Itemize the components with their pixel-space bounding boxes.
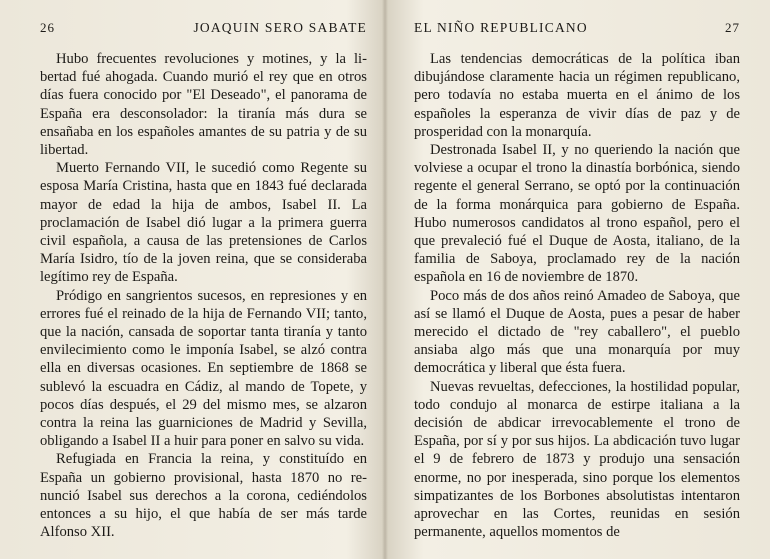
page-number: 26 [40,20,55,35]
running-head: JOAQUIN SERO SABATE [193,20,367,35]
right-page-body [414,50,740,541]
paragraph: Nuevas revueltas, defecciones, la hostilidad popular, todo condujo al monarca de estirpe italiana a la decisión de abdicar irrevocablemente el trono de España, por sí y por sus hijos. La abdicación tuvo lugar el 9 de febrero de 1873 y produjo una sensación enorme, no por inesperada, sino porque los elementos simpatizantes de los Borbones absolutistas intentaron aprovechar en las Cortes, reunidas en sesión permanente, aquellos momentos de [414,378,740,541]
paragraph: Poco más de dos años reinó Amadeo de Saboya, que así se llamó el Duque de Aosta, pues a pesar de haber merecido el dictado de "rey caballero", el pueblo ansiaba algo más que una monarquía por muy democrática y liberal que ésta fuera. [414,287,740,377]
paragraph: Hubo frecuentes revoluciones y motines, y la libertad fué ahogada. Cuando murió el rey que en otros días fuera conocido por "El Deseado", el panorama de España era desconsolador: la tiranía más dura se ensañaba en los españoles amantes de su patria y de su libertad. [40,51,367,159]
paragraph: Destronada Isabel II, y no queriendo la nación que volviese a ocupar el trono la dinastía borbónica, siendo regente el general Serrano, se optó por la continuación de la forma monárquica para gobierno de España. Hubo numerosos candidatos al trono español, pero el que prevaleció fué el Duque de Aosta, italiano, de la familia de Saboya, proclamado rey de la nación española en 16 de noviembre de 1870. [414,142,740,286]
left-page-body [40,50,367,541]
running-head: EL NIÑO REPUBLICANO [414,20,588,35]
paragraph: Pródigo en sangrientos sucesos, en represiones y en errores fué el reinado de la hija de Fernando VII; tanto, que la nación, cansada de soportar tanta tiranía y tanto envilecimiento como le imponía Isabel, se alzó contra ella en diversas ocasiones. En septiembre de 1868 se sublevó la escuadra en Cádiz, al mando de Topete, y pocos días después, el 29 del mismo mes, se alzaron contra la reina las guarniciones de Madrid y Sevilla, obligando a Isabel II a huir para poner en salvo su vida. [40,287,367,450]
page-number: 27 [725,20,740,35]
right-page-header [414,20,740,42]
paragraph: Muerto Fernando VII, le sucedió como Regente su esposa María Cristina, hasta que en 1843 fué declarada mayor de edad la hija de ambos, Isabel II. La proclamación de Isabel dió lugar a la primera guerra civil española, a causa de las pretensiones de Carlos María Isidro, tío de la joven reina, que se consideraba legítimo rey de España. [40,160,367,286]
paragraph: Refugiada en Francia la reina, y constituído en España un gobierno provisional, hasta 1870 no renunció Isabel sus derechos a la corona, cediéndolos entonces a su hijo, el que había de ser más tarde Alfonso XII. [40,451,367,541]
paragraph: Las tendencias democráticas de la política iban dibujándose claramente hacia un régimen republicano, pero todavía no estaba muerta en el ánimo de los españoles la esperanza de vivir días de paz y de prosperidad con la monarquía. [414,51,740,140]
left-page-header [40,20,367,42]
right-page [387,0,770,559]
